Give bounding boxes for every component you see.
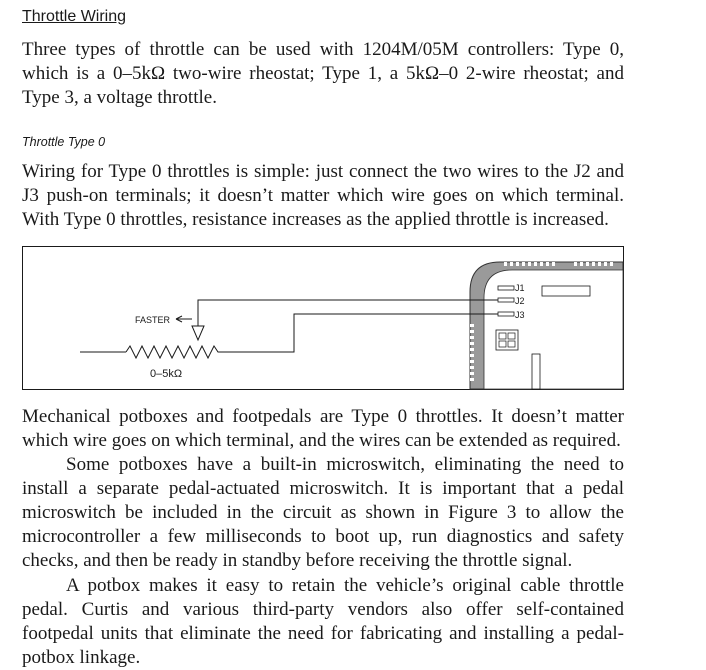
j2-terminal xyxy=(498,298,514,302)
wires xyxy=(80,300,498,352)
potbox-paragraph xyxy=(22,405,624,453)
j1-terminal xyxy=(498,286,514,290)
controller xyxy=(470,262,623,389)
faster-label: FASTER xyxy=(135,315,171,325)
wiper-arrow xyxy=(192,326,204,340)
wiring-diagram xyxy=(22,246,624,390)
microswitch-text: Some potboxes have a built-in microswitch, eliminating the need to install a separate pedal-actuated microswitch. It is important that a pedal microswitch be included in the circuit as shown in Figure 3 to allow the microcontroller a few milliseconds to boot up, run diagnostics and safety checks, and then be ready in standby before receiving the throttle signal. xyxy=(22,454,624,571)
relay-slot xyxy=(532,354,540,389)
microswitch-paragraph xyxy=(22,453,624,573)
connector-slot xyxy=(542,286,590,296)
resistor xyxy=(126,346,222,358)
resistor-value-label: 0–5kΩ xyxy=(150,368,183,380)
faster-arrow xyxy=(176,316,192,322)
terminal-label-j3: J3 xyxy=(515,310,525,320)
terminal-label-j2: J2 xyxy=(515,296,525,306)
intro-paragraph: Three types of throttle can be used with 1204M/05M controllers: Type 0, which is a 0–5kΩ two-wire rheostat; Type 1, a 5kΩ–0 2-wire rheostat; and Type 3, a voltage throttle. xyxy=(22,39,624,108)
j3-terminal xyxy=(498,312,514,316)
cable-paragraph xyxy=(22,574,624,670)
potbox-text: Mechanical potboxes and footpedals are Type 0 throttles. It doesn’t matter which wire goes on which terminal, and the wires can be extended as required. xyxy=(22,406,624,451)
subheading: Throttle Type 0 xyxy=(22,135,106,149)
wiring-figure xyxy=(22,246,624,390)
type0-paragraph: Wiring for Type 0 throttles is simple: just connect the two wires to the J2 and J3 push-on terminals; it doesn’t matter which wire goes on which terminal. With Type 0 throttles, resistance increases as the applied throttle is increased. xyxy=(22,161,624,230)
section-heading: Throttle Wiring xyxy=(22,8,127,25)
cable-text: A potbox makes it easy to retain the vehicle’s original cable throttle pedal. Curtis and various third-party vendors also offer self-contained footpedal units that eliminate the need for fabricating and installing a pedal-potbox linkage. xyxy=(22,575,624,668)
terminal-label-j1: J1 xyxy=(515,283,525,293)
